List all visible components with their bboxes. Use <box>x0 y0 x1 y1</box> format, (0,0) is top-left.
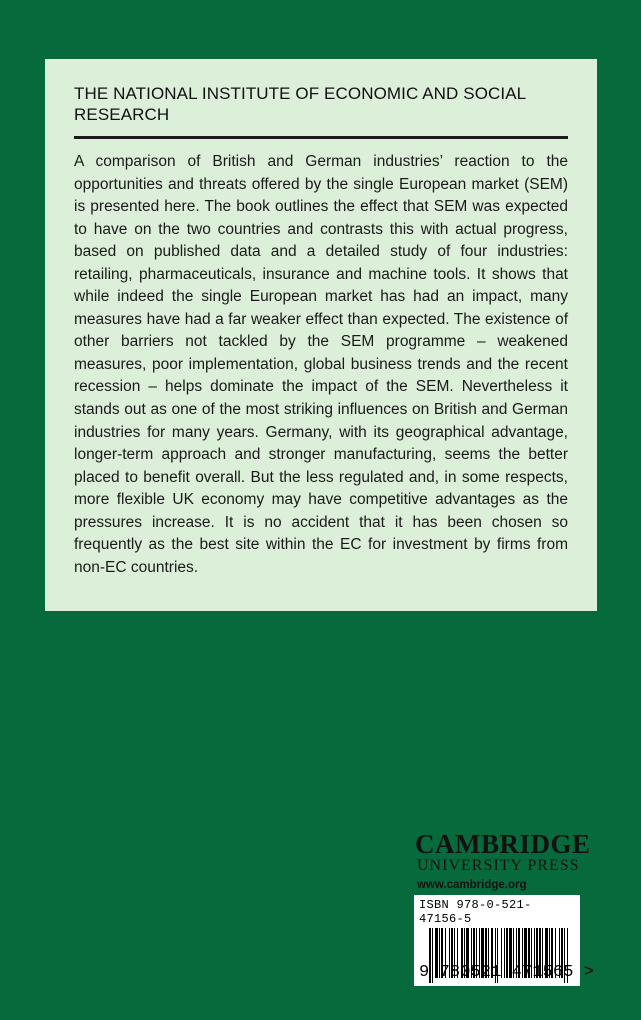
isbn-text: ISBN 978-0-521-47156-5 <box>419 898 532 926</box>
series-title: THE NATIONAL INSTITUTE OF ECONOMIC AND SOCIAL RESEARCH <box>74 84 526 124</box>
book-description: A comparison of British and German industries’ reaction to the opportunities and threats offered by the single European market (SEM) is presented here. The book outlines the effect that SEM was expected to have on the two countries and contrasts this with actual progress, based on published data and a detailed study of four industries: retailing, pharmaceuticals, insurance and machine tools. It shows that while indeed the single European market has had an impact, many measures have had a far weaker effect than expected. The existence of other barriers not tackled by the SEM programme – weakened measures, poor implementation, global business trends and the recent recession – helps dominate the impact of the SEM. Nevertheless it stands out as one of the most striking influences on British and German industries for many years. Germany, with its geographical advantage, longer-term approach and stronger manufacturing, seems the better placed to benefit overall. But the less regulated and, in some respects, more flexible UK economy may have competitive advantages as the pressures increase. It is no accident that it has been chosen so frequently as the best site within the EC for investment by firms from non-EC countries. <box>74 153 568 576</box>
barcode-label <box>414 895 595 986</box>
publisher-subtitle: UNIVERSITY PRESS <box>417 857 580 874</box>
publisher-url: www.cambridge.org <box>417 879 527 891</box>
ean-digits: 9 780521 471565 > <box>419 963 595 982</box>
blurb-panel <box>45 59 597 611</box>
title-divider <box>74 136 568 139</box>
publisher-name: CAMBRIDGE <box>415 829 591 859</box>
publisher-logo <box>415 829 591 892</box>
